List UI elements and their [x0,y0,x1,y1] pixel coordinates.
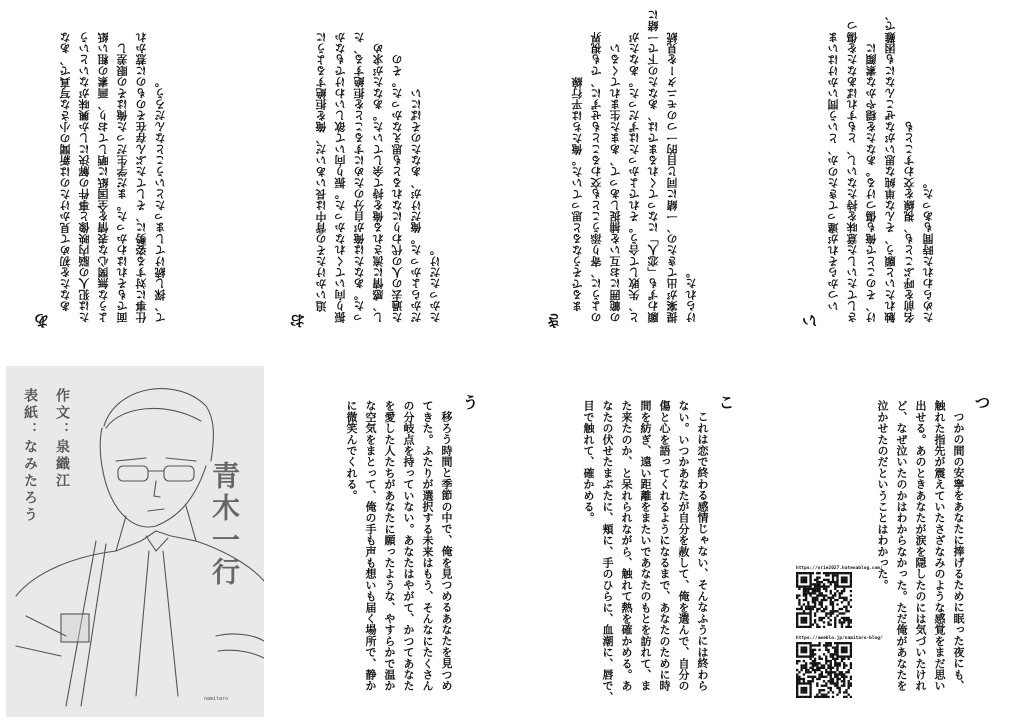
section-body [873,400,968,700]
text-line: 振り向いてくれなかった。振り向いて欲しいわけでもなか [334,31,347,323]
text-line: と、失敗して合う。それでよかったはずだった。あなたが [628,31,641,323]
qr-code-icon [796,642,852,698]
text-line: 移ろう時間と季節の中で、俺を見つめるあなたを見つめ [440,411,453,691]
section-heading: き [545,313,564,329]
qr-code-hatenablog[interactable] [796,566,883,628]
text-line: ど、なぜ泣いたのかはわからなかった。ただ俺があなたを [895,400,908,692]
text-line: 面でもそれはわかった。まだ学生だった俺はその眼差し [116,43,129,323]
panel-ki [512,0,768,361]
text-line: 名前を呼ぶことも、視線を交わすことも [903,121,916,323]
section-body [312,23,445,323]
text-line: て、探し続けてしまったということなんだろう。 [154,76,167,323]
text-line: これは恋で終わる感情じゃない、そんなふうには終わら [696,411,709,691]
text-line: 触れた指先が震えていたさざなみのような感覚をまだ思い [933,400,946,692]
text-line: てきた。ふたりが選択する未来はもう、そんなにたくさん [421,400,434,692]
text-line: いつからそれが違ってきたのか、という問いかけはいま [827,32,840,312]
text-line: た過去の人の代わりになれるとも思えなかった。その [391,54,404,323]
text-line: なたの伏せたまぶたに、頬に、手のひらに、血潮に、唇で、 [601,400,614,703]
panel-u [256,362,512,723]
text-line: ためらわれた時間もあった。 [922,177,935,323]
text-line: に微笑んでくれる。 [345,400,358,501]
section-body [579,400,712,703]
text-line: な空気をまとって、俺の手も声も想いも届く場所で、静か [364,400,377,692]
text-line: 仕事に対する姿勢に、そしてたぶん存在そのものに惹かれ [135,31,148,323]
text-line: ような無関心な表情を全国紙に晒しており、画素の粗い紙 [97,31,110,323]
text-line: のように、寄り添うことも交わることもせずに、でも視界 [590,31,603,323]
section-heading: い [801,313,820,329]
section-heading: あ [33,313,52,329]
qr-code-icon [796,572,852,628]
text-line: さしてたいした意味を持たないし、ともすればあなたを傷つ [846,20,859,323]
panel-ko [512,362,768,723]
text-line: 出せる。あのときあなたが涙を隠したのには気づいたけれ [914,400,927,692]
qr-url[interactable]: https://orie2027.hatenablog.com/ [796,566,883,571]
text-line: ない。いつかあなたが自分を赦して、俺を選んで、自分の [677,400,690,692]
text-line: 提案が出てきたの、一緒に同じ目的一つのモニターを見続 [666,31,679,323]
text-line: 泣かせたのだということはわかった。 [876,400,889,591]
text-line: を愛した人たちがあなたに願ったような、やすらかで温か [383,400,396,692]
text-line: 追いかけたその背中は長いあいだ、俺を拒絶するように [315,32,328,312]
text-line: つかの間の安寧をあなたに捧げるために眠った夜にも、 [952,411,965,691]
text-line: 目で触れて、確かめる。 [582,400,595,524]
text-line: けられた。 [685,267,698,323]
text-line: 願わずも「恋人」になってくれるまでは、あなたの下で一緒に [647,9,660,323]
text-line: の範囲にお互いを捕捉しあって、あまた生まれてくるい [609,43,622,323]
artist-signature: namitaro [204,696,229,702]
text-line: まるでそうなると思っていた。俺たちは平行線 [571,76,584,312]
text-line: け、そのことで俺も傷つける。あなたを穏やかな素顔に [865,43,878,323]
text-line: し、感情に流される俺を持て余していた。あなたが求め [372,43,385,323]
illustrator-credit: 表紙：なみたろう [22,388,38,524]
text-line: だからよかった。俺だけが、あなたのそばにい [410,87,423,323]
panel-a [0,0,256,361]
text-line: た来たのか、と呆れられながら、触れて熱を確かめる。あ [620,400,633,692]
section-heading: つ [972,394,991,410]
text-line: の分岐点を持っていない。あなたはやがて、かつてあなた [402,400,415,692]
qr-code-ameblo[interactable] [796,636,883,698]
section-heading: こ [716,394,735,410]
text-line: たは犯人の脳内映像と事件の解決にしか興味がないという [78,31,91,323]
text-line: った。あなたは俺が自分のためにすることを拒絶する、た [353,31,366,323]
author-credit: 作文：泉織江 [54,388,70,490]
text-line: 間を紡ぎ、遠い距離をまたいであなたのもとを訪れて、ま [639,400,652,692]
text-line: たかっただけ。 [429,244,442,323]
text-line: あなたを初めて見かけたのは新聞の小さな写真で、あな [59,32,72,312]
section-body [56,23,170,323]
text-line: 傷と心を語ってくれるようになるまで、あなたのために時 [658,400,671,692]
cover-title: 青木一行 [208,461,241,589]
text-line: 触れたいと願う、そんな単純な思いがなぜこんなにも困難で、 [884,9,897,323]
section-body [568,9,701,323]
section-body [824,9,938,323]
panel-i [768,0,1024,361]
cover [6,366,264,717]
section-heading: お [289,313,308,329]
section-body [342,400,456,700]
qr-url[interactable]: https://ameblo.jp/namitaro-blog/ [796,636,883,641]
panel-o [256,0,512,361]
section-heading: う [460,394,479,410]
